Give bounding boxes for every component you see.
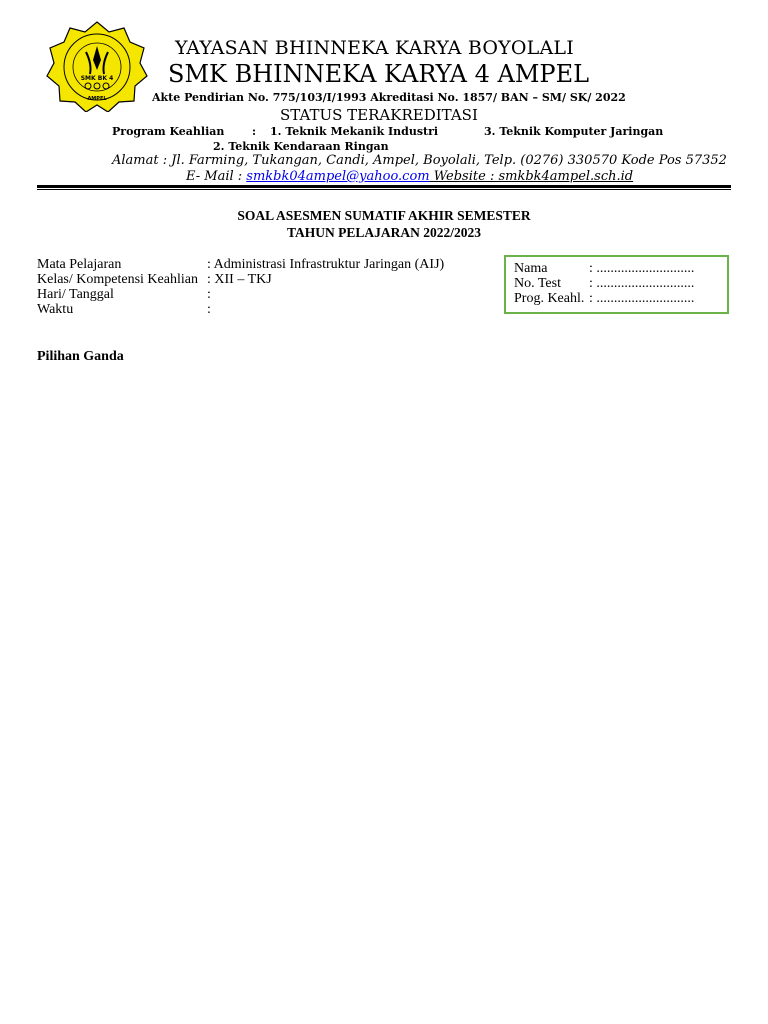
program-item-1: 1. Teknik Mekanik Industri xyxy=(270,125,439,138)
exam-title: SOAL ASESMEN SUMATIF AKHIR SEMESTER xyxy=(237,208,531,223)
foundation-name: YAYASAN BHINNEKA KARYA BOYOLALI xyxy=(175,37,574,59)
test-number-field[interactable]: : ............................ xyxy=(589,276,695,291)
program-label: Program Keahlian xyxy=(112,125,225,138)
email-link[interactable]: smkbk04ampel@yahoo.com xyxy=(246,169,430,184)
header-divider-thick xyxy=(37,185,731,188)
name-field[interactable]: : ............................ xyxy=(589,261,695,276)
accreditation-status: STATUS TERAKREDITASI xyxy=(280,106,478,124)
program-item-2: 2. Teknik Kendaraan Ringan xyxy=(213,140,389,153)
test-number-label: No. Test xyxy=(514,276,561,291)
school-name: SMK BHINNEKA KARYA 4 AMPEL xyxy=(168,60,590,88)
class-label: Kelas/ Kompetensi Keahlian xyxy=(37,272,198,287)
logo-center-text: SMK BK 4 xyxy=(80,75,114,82)
school-address: Alamat : Jl. Farming, Tukangan, Candi, Ampel, Boyolali, Telp. (0276) 330570 Kode Pos 57352 xyxy=(112,153,727,168)
date-label: Hari/ Tanggal xyxy=(37,287,114,302)
program-field-label: Prog. Keahl. xyxy=(514,291,585,306)
accreditation-line: Akte Pendirian No. 775/103/I/1993 Akreditasi No. 1857/ BAN – SM/ SK/ 2022 xyxy=(152,91,626,104)
logo-bottom-text: AMPEL xyxy=(87,96,107,102)
subject-label: Mata Pelajaran xyxy=(37,257,122,272)
email-label: E- Mail : xyxy=(186,169,247,184)
time-label: Waktu xyxy=(37,302,74,317)
contact-line xyxy=(186,169,633,184)
program-colon: : xyxy=(252,125,257,138)
name-label: Nama xyxy=(514,261,548,276)
time-value: : xyxy=(207,302,211,317)
header-divider-thin xyxy=(37,189,731,190)
class-value: : XII – TKJ xyxy=(207,272,272,287)
exam-year: TAHUN PELAJARAN 2022/2023 xyxy=(286,225,481,240)
subject-value: : Administrasi Infrastruktur Jaringan (AIJ) xyxy=(207,257,445,272)
date-value: : xyxy=(207,287,211,302)
school-shield-logo-icon xyxy=(46,20,148,112)
website-text: Website : smkbk4ampel.sch.id xyxy=(429,169,634,184)
section-heading: Pilihan Ganda xyxy=(37,349,124,364)
program-item-3: 3. Teknik Komputer Jaringan xyxy=(484,125,664,138)
program-field[interactable]: : ............................ xyxy=(589,291,695,306)
